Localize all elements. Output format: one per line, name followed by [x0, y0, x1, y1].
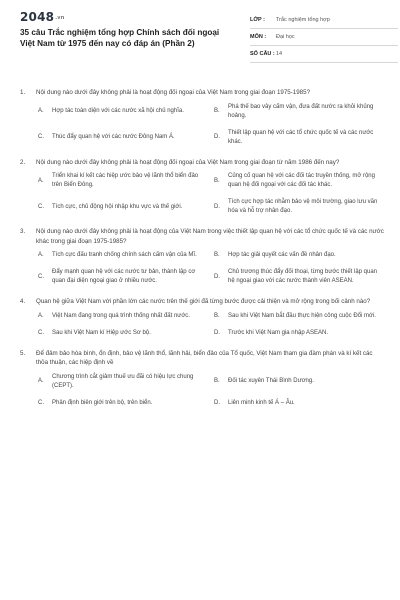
answer-option-a[interactable]	[38, 312, 214, 321]
option-text: Tích cực, chủ động hội nhập khu vực và thế giới.	[52, 203, 183, 210]
option-text: Phá thế bao vây cấm vận, đưa đất nước ra khỏi khủng hoảng.	[228, 103, 374, 119]
answer-option-a[interactable]	[38, 373, 214, 391]
option-letter: C.	[38, 329, 44, 336]
option-letter: D.	[214, 273, 220, 280]
option-letter: B.	[214, 108, 220, 114]
meta-row-class	[250, 12, 398, 29]
question-item	[20, 158, 386, 217]
option-letter: B.	[214, 378, 220, 384]
document-header	[20, 10, 386, 72]
question-number: 5.	[20, 349, 26, 357]
option-text: Đối tác xuyên Thái Bình Dương.	[228, 378, 314, 384]
question-text: Nội dung nào dưới đây không phải là hoạt động đối ngoại của Việt Nam trong giai đoạn từ năm 1986 đến nay?	[36, 158, 340, 166]
option-text: Tích cực đấu tranh chống chính sách cấm vận của Mĩ.	[52, 252, 197, 258]
option-letter: C.	[38, 134, 44, 140]
answer-option-a[interactable]	[38, 251, 214, 260]
answer-option-c[interactable]	[38, 268, 214, 286]
answer-option-c[interactable]	[38, 129, 214, 147]
option-letter: C.	[38, 273, 44, 280]
answer-option-a[interactable]	[38, 172, 214, 190]
answer-option-c[interactable]	[38, 399, 214, 408]
answer-option-d[interactable]	[214, 268, 390, 286]
option-letter: C.	[38, 399, 44, 406]
option-letter: A.	[38, 378, 44, 384]
option-letter: A.	[38, 312, 44, 319]
option-text: Tích cực hợp tác nhằm bảo vệ môi trường, giao lưu văn hóa và hỗ trợ nhân đạo.	[228, 199, 378, 214]
option-text: Việt Nam đang trong quá trình thống nhất đất nước.	[52, 312, 190, 319]
option-letter: B.	[214, 177, 220, 184]
meta-label: LỚP :	[250, 17, 265, 23]
answer-option-d[interactable]	[214, 329, 390, 338]
option-letter: D.	[214, 329, 220, 336]
answer-option-c[interactable]	[38, 198, 214, 216]
option-text: Chương trình cắt giảm thuế ưu đãi có hiệu lực chung (CEPT).	[52, 373, 194, 389]
answer-options	[20, 172, 386, 216]
meta-row-question-count	[250, 46, 398, 63]
answer-option-b[interactable]	[214, 172, 390, 190]
option-letter: A.	[38, 108, 44, 114]
question-item	[20, 349, 386, 408]
option-letter: C.	[38, 203, 44, 210]
option-text: Liên minh kinh tế Á – Âu.	[228, 399, 295, 406]
option-text: Thúc đẩy quan hệ với các nước Đông Nam Á.	[52, 134, 175, 140]
answer-option-b[interactable]	[214, 373, 390, 391]
meta-value: Trắc nghiệm tổng hợp	[276, 17, 330, 23]
answer-option-a[interactable]	[38, 103, 214, 121]
answer-option-b[interactable]	[214, 251, 390, 260]
meta-value: 14	[276, 51, 283, 57]
meta-value: Đại học	[276, 34, 295, 40]
answer-option-d[interactable]	[214, 399, 390, 408]
document-title: 35 câu Trắc nghiệm tổng hợp Chính sách đối ngoại Việt Nam từ 1975 đến nay có đáp án (Phần 2)	[20, 28, 220, 48]
option-letter: B.	[214, 312, 220, 319]
question-text: Nội dung nào dưới đây không phải là hoạt động đối ngoại của Việt Nam trong giai đoạn 1975-1985?	[36, 89, 311, 96]
answer-option-c[interactable]	[38, 329, 214, 338]
answer-option-d[interactable]	[214, 129, 390, 147]
option-letter: A.	[38, 177, 44, 184]
option-text: Hợp tác giải quyết các vấn đề nhân đạo.	[228, 252, 336, 258]
option-text: Đẩy mạnh quan hệ với các nước tư bản, thành lập cơ quan đại diện ngoại giao ở nhiều nước.	[52, 269, 196, 284]
answer-options	[20, 312, 386, 338]
question-text: Quan hệ giữa Việt Nam với phần lớn các nước trên thế giới đã từng bước được cải thiện và mở rộng trong bối cảnh nào?	[36, 298, 371, 305]
answer-option-b[interactable]	[214, 103, 390, 121]
option-text: Thiết lập quan hệ với các tổ chức quốc tế và các nước khác.	[228, 129, 374, 145]
question-list	[20, 88, 386, 408]
answer-options	[20, 251, 386, 286]
site-logo[interactable]: 2048.vn	[20, 10, 65, 24]
option-text: Hợp tác toàn diện với các nước xã hội chủ nghĩa.	[52, 108, 184, 114]
question-item	[20, 88, 386, 147]
option-letter: B.	[214, 252, 220, 258]
meta-row-subject	[250, 29, 398, 46]
question-number: 3.	[20, 228, 26, 235]
question-item	[20, 297, 386, 338]
option-text: Trước khi Việt Nam gia nhập ASEAN.	[228, 329, 328, 336]
option-text: Sau khi Việt Nam kí Hiệp ước Sơ bộ.	[52, 329, 151, 336]
question-text: Nội dung nào dưới đây không phải là hoạt động của Việt Nam trong việc thiết lập quan hệ với các tổ chức quốc tế và các nước khác trong giai đoạn 1975-1985?	[36, 228, 384, 245]
option-letter: D.	[214, 399, 220, 406]
option-letter: D.	[214, 134, 220, 140]
question-number: 4.	[20, 298, 26, 305]
option-text: Sau khi Việt Nam bắt đầu thực hiện công cuộc Đổi mới.	[228, 312, 376, 319]
meta-label: MÔN :	[250, 34, 267, 40]
answer-options	[20, 103, 386, 147]
option-letter: A.	[38, 252, 44, 258]
meta-label: SỐ CÂU :	[250, 51, 275, 57]
option-text: Phân định biên giới trên bộ, trên biển.	[52, 399, 153, 406]
answer-option-d[interactable]	[214, 198, 390, 216]
answer-option-b[interactable]	[214, 312, 390, 321]
meta-info-table	[250, 12, 398, 63]
option-letter: D.	[214, 203, 220, 210]
question-item	[20, 227, 386, 286]
question-number: 2.	[20, 158, 26, 166]
answer-options	[20, 373, 386, 408]
option-text: Củng cố quan hệ với các đối tác truyền thống, mở rộng quan hệ đối ngoại với các đối tác khác.	[228, 173, 375, 188]
option-text: Chủ trương thúc đẩy đối thoại, từng bước thiết lập quan hệ ngoại giao với các nước thành viên ASEAN.	[228, 269, 378, 284]
option-text: Triển khai kí kết các hiệp ước bảo vệ lãnh thổ biển đảo trên Biển Đông.	[52, 173, 199, 188]
question-number: 1.	[20, 89, 26, 96]
question-text: Để đảm bảo hòa bình, ổn định, bảo vệ lãnh thổ, lãnh hải, biển đảo của Tổ quốc, Việt Nam tham gia đàm phán và kí kết các thỏa thuận, các hiệp định về	[36, 349, 373, 366]
